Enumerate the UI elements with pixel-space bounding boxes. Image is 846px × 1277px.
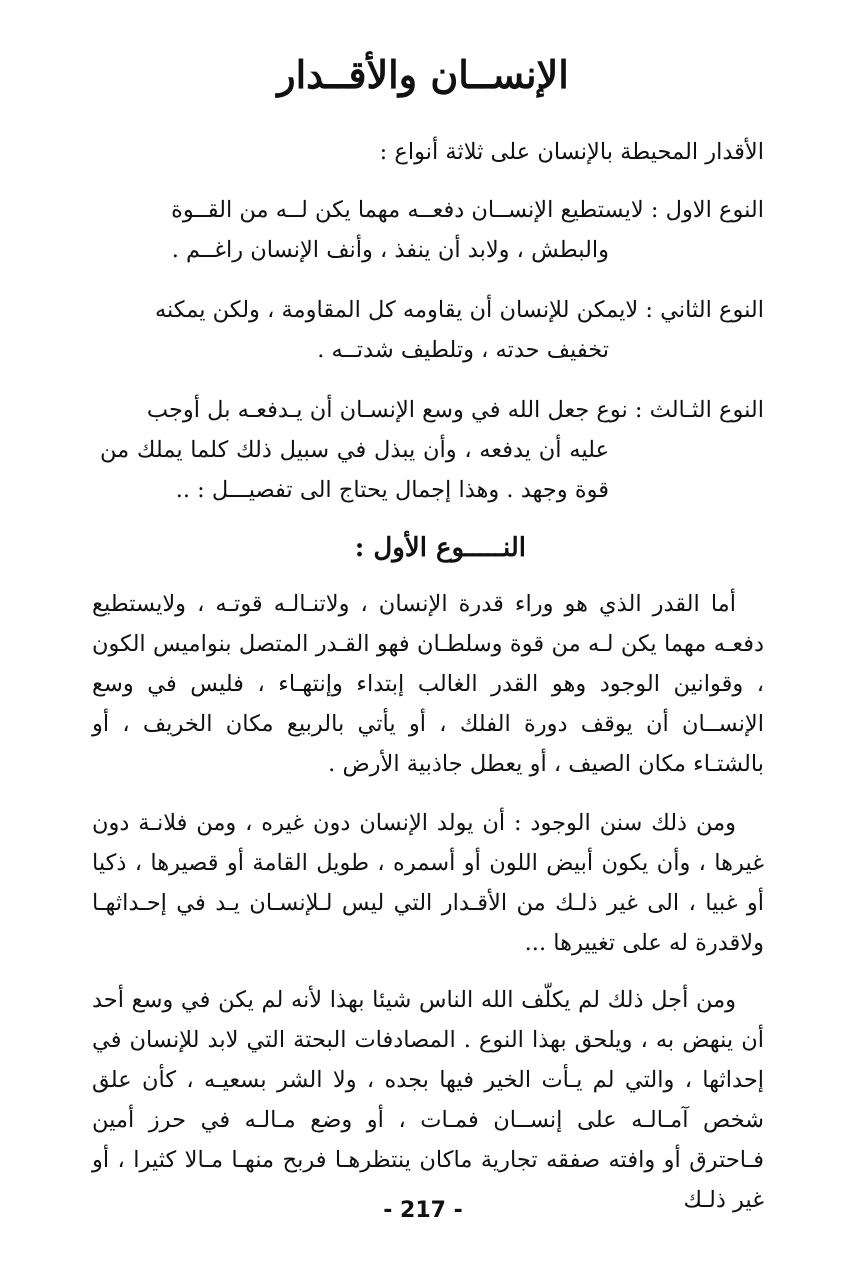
type-two-continuation: تخفيف حدته ، وتلطيف شدتــه . bbox=[317, 337, 609, 363]
type-one-definition bbox=[100, 190, 764, 270]
body-paragraph-text: ومن ذلك سنن الوجود : أن يولد الإنسان دون غيره ، ومن فلانـة دون غيرها ، وأن يكون أبيض اللون أو أسمره ، طويل القامة أو قصيرها ، ذكيا أو غبيا ، الى غير ذلـك من الأقـدار التي ليس لـلإنسـان يـد في إحـداثهـا ولاقدرة له على تغييرها ... bbox=[92, 810, 764, 956]
type-three-first-line: النوع الثـالث : نوع جعل الله في وسع الإنسـان أن يـدفعـه بل أوجب bbox=[146, 397, 764, 423]
body-paragraph bbox=[92, 803, 764, 963]
body-paragraph bbox=[92, 980, 764, 1220]
chapter-title: الإنســان والأقــدار bbox=[277, 52, 569, 97]
type-two-definition bbox=[100, 290, 764, 370]
body-paragraph-text: ومن أجل ذلك لم يكلّف الله الناس شيئا بهذا لأنه لم يكن في وسع أحد أن ينهض به ، ويلحق بهذا النوع . المصادفات البحتة التي لابد للإنسان في إحداثها ، والتي لم يـأت الخير فيها بجده ، ولا الشر بسعيـه ، كأن علق شخص آمـالـه على إنســان فمـات ، أو وضع مـالـه في حرز أمين فـاحترق أو وافته صفقه تجارية ماكان ينتظرهـا فربح منهـا مـالا كثيرا ، أو غير ذلـك bbox=[92, 987, 764, 1213]
body-paragraph-text: أما القدر الذي هو وراء قدرة الإنسان ، ولاتنـالـه قوتـه ، ولايستطيع دفعـه مهما يكن لـه من قوة وسلطـان فهو القـدر المتصل بنواميس الكون ، وقوانين الوجود وهو القدر الغالب إبتداء وإنتهـاء ، فليس في وسع الإنســان أن يوقف دورة الفلك ، أو يأتي بالربيع مكان الخريف ، أو بالشتـاء مكان الصيف ، أو يعطل جاذبية الأرض . bbox=[92, 591, 764, 777]
body-paragraph bbox=[92, 584, 764, 784]
type-three-definition bbox=[100, 390, 764, 510]
page-number: - 217 - bbox=[383, 1198, 463, 1223]
section-subheading: النـــــوع الأول : bbox=[354, 533, 526, 563]
type-two-first-line: النوع الثاني : لايمكن للإنسان أن يقاومه كل المقاومة ، ولكن يمكنه bbox=[154, 297, 764, 323]
type-one-continuation: والبطش ، ولابد أن ينفذ ، وأنف الإنسان راغــم . bbox=[171, 237, 609, 263]
type-three-continuation: عليه أن يدفعه ، وأن يبذل في سبيل ذلك كلما يملك من قوة وجهد . وهذا إجمال يحتاج الى تفصيـــل : .. bbox=[100, 437, 609, 503]
intro-line: الأقدار المحيطة بالإنسان على ثلاثة أنواع : bbox=[379, 139, 764, 165]
type-one-first-line: النوع الاول : لايستطيع الإنســان دفعــه مهما يكن لــه من القــوة bbox=[171, 197, 764, 223]
